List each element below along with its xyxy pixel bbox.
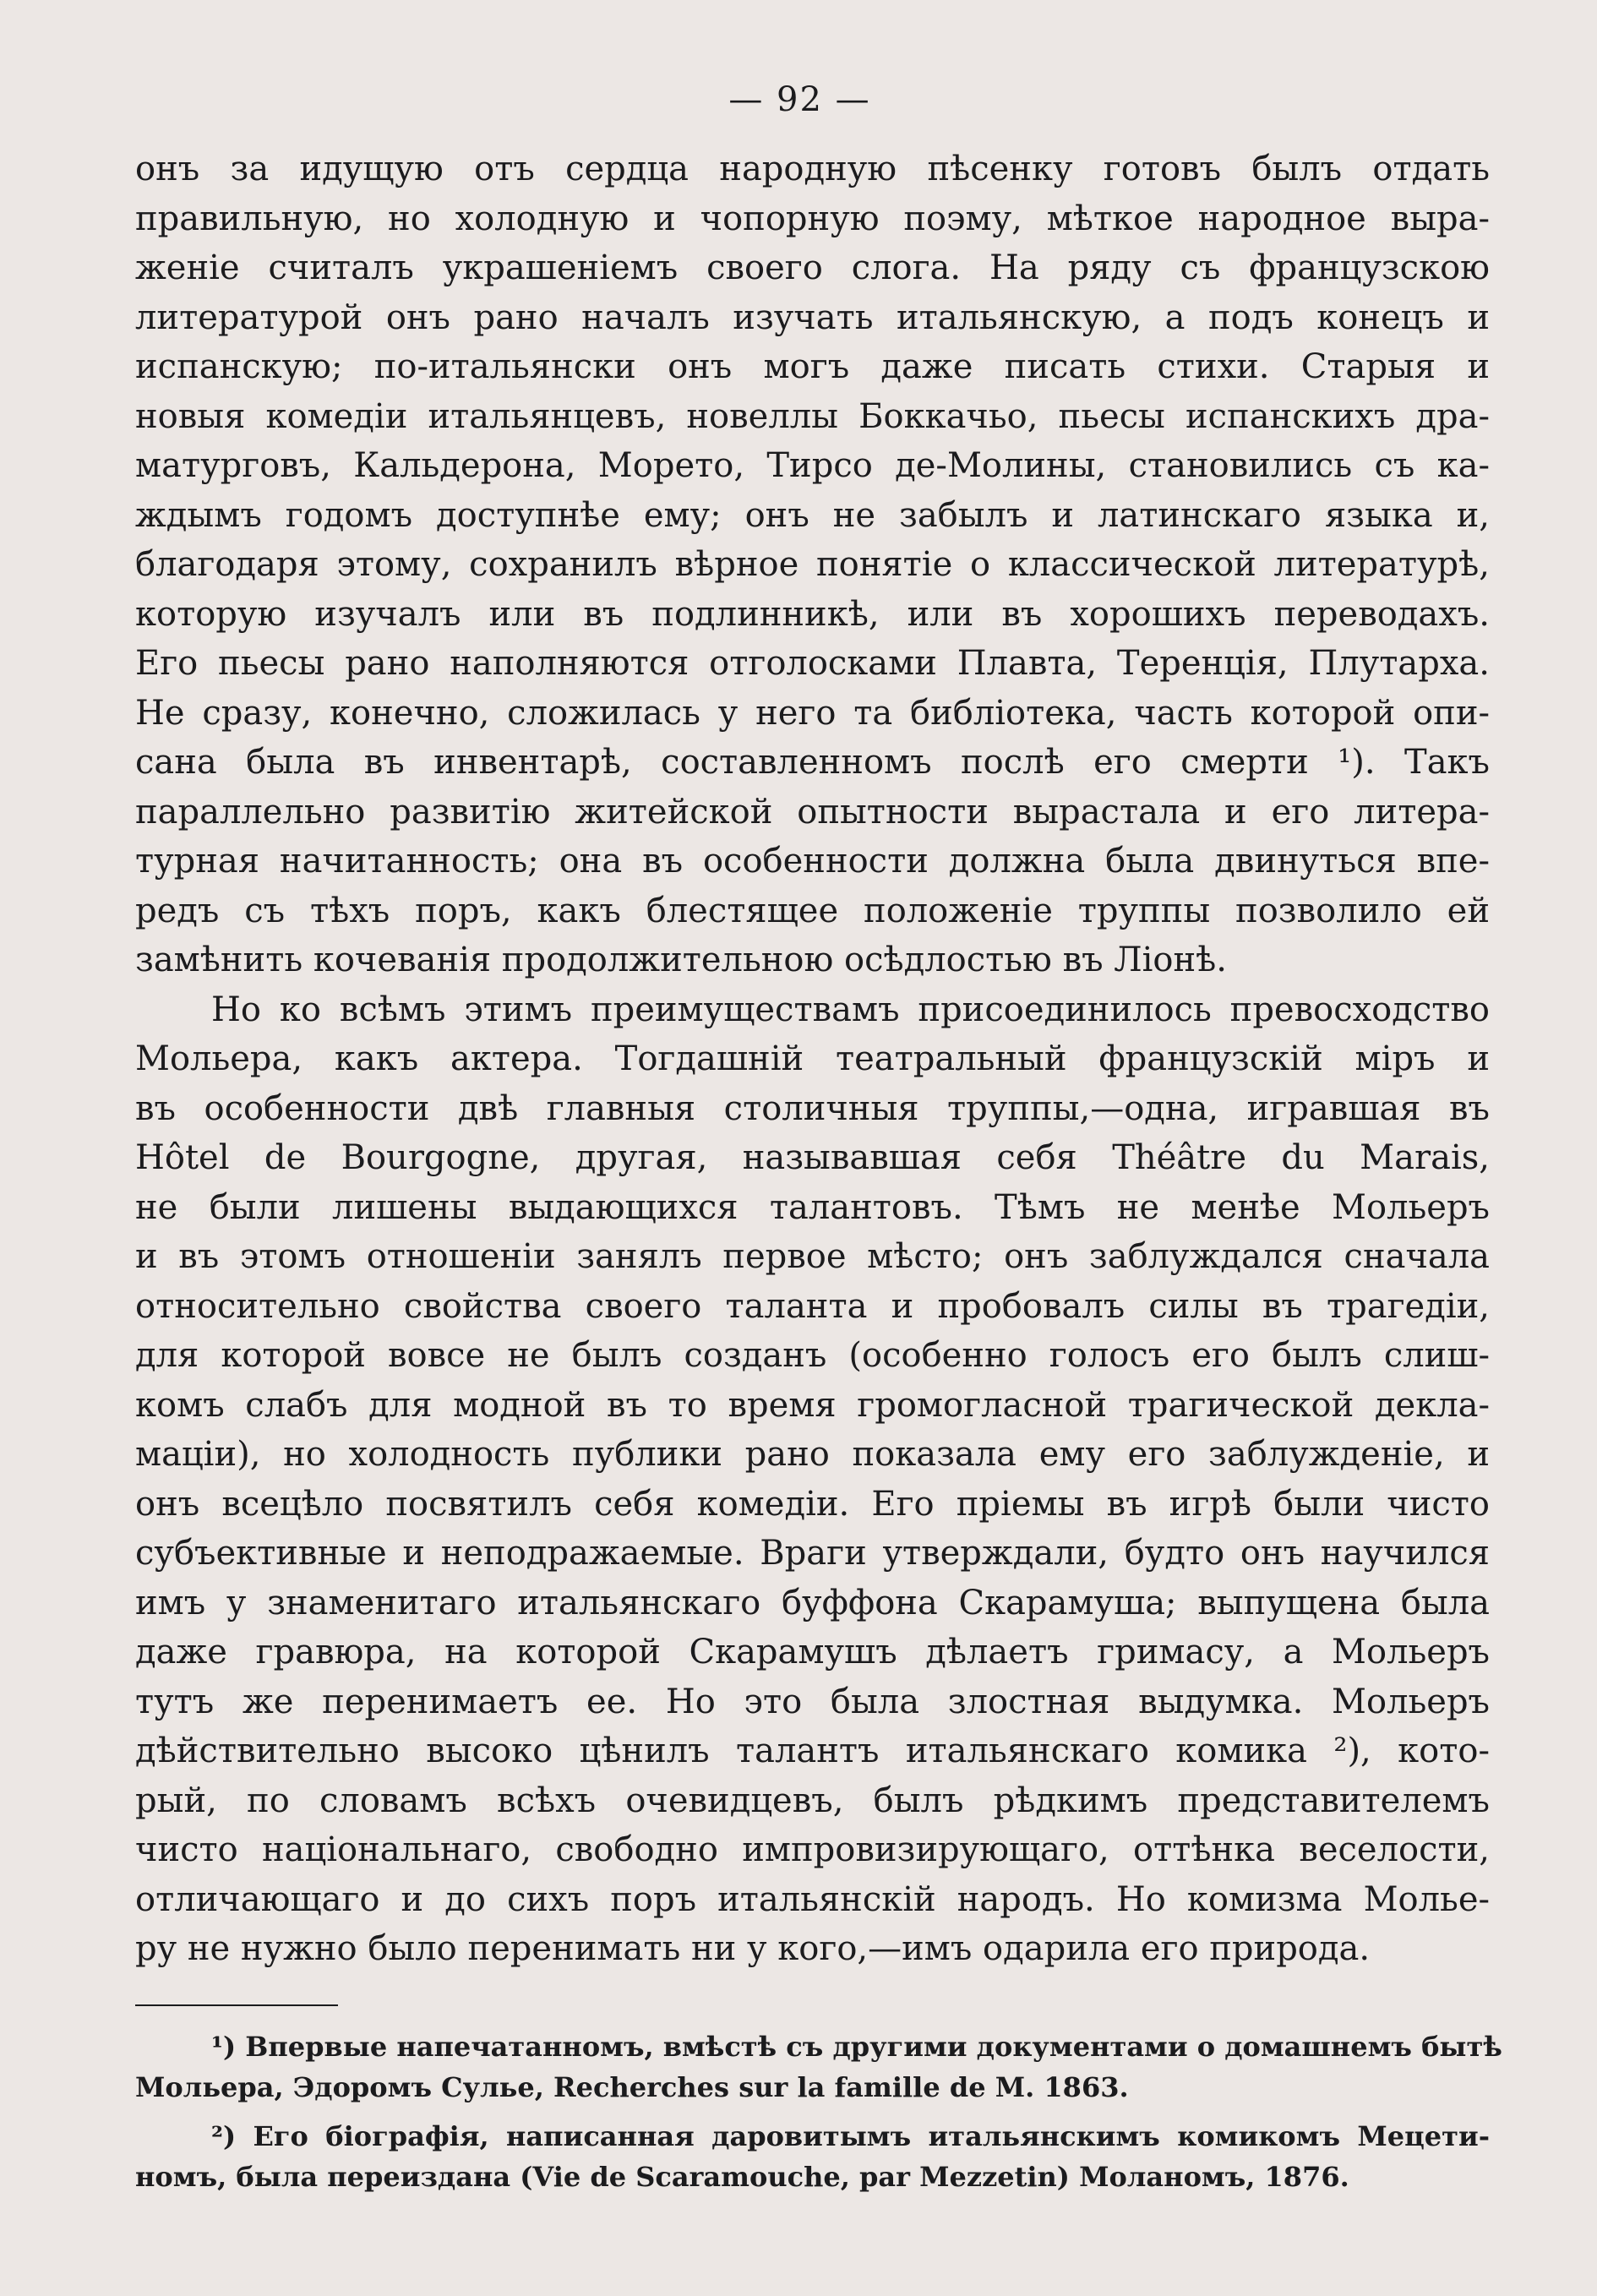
text-line: не были лишены выдающихся талантовъ. Тѣмъ не менѣе Мольеръ (135, 1187, 1490, 1227)
text-line: Hôtel de Bourgogne, другая, называвшая себя Théâtre du Marais, (135, 1138, 1490, 1177)
text-line: относительно свойства своего таланта и пробовалъ силы въ трагедіи, (135, 1286, 1490, 1326)
text-line: онъ всецѣло посвятилъ себя комедіи. Его пріемы въ игрѣ были чисто (135, 1484, 1490, 1524)
text-line: въ особенности двѣ главныя столичныя труппы,—одна, игравшая въ (135, 1088, 1490, 1128)
text-line: женіе считалъ украшеніемъ своего слога. На ряду съ французскою (135, 248, 1490, 287)
text-line: субъективные и неподражаемые. Враги утверждали, будто онъ научился (135, 1534, 1490, 1573)
text-line: комъ слабъ для модной въ то время громогласной трагической декла- (135, 1385, 1490, 1425)
text-line: имъ у знаменитаго итальянскаго буффона Скарамуша; выпущена была (135, 1583, 1490, 1622)
text-line: Не сразу, конечно, сложилась у него та библіотека, часть которой опи- (135, 693, 1490, 733)
footnotes (135, 2026, 1502, 2197)
text-line: для которой вовсе не былъ созданъ (особенно голосъ его былъ слиш- (135, 1336, 1490, 1375)
paragraph (135, 145, 1490, 985)
text-line: новыя комедіи итальянцевъ, новеллы Боккачьо, пьесы испанскихъ дра- (135, 396, 1490, 436)
text-line: матурговъ, Кальдерона, Морето, Тирсо де-Молины, становились съ ка- (135, 446, 1490, 485)
text-line: замѣнить кочеванія продолжительною осѣдлостью въ Ліонѣ. (135, 941, 1228, 979)
body-text (135, 145, 1490, 1974)
text-line: Мольера, какъ актера. Тогдашній театральный французскій міръ и (135, 1039, 1490, 1078)
footnote-line: ²) Его біографія, написанная даровитымъ итальянскимъ комикомъ Мецети- (211, 2119, 1490, 2152)
text-line: даже гравюра, на которой Скарамушъ дѣлаетъ гримасу, а Мольеръ (135, 1633, 1490, 1672)
text-line: маціи), но холодность публики рано показала ему его заблужденіе, и (135, 1435, 1490, 1474)
text-line: ждымъ годомъ доступнѣе ему; онъ не забылъ и латинскаго языка и, (135, 495, 1490, 535)
text-line: чисто національнаго, свободно импровизирующаго, оттѣнка веселости, (135, 1830, 1490, 1869)
text-line: которую изучалъ или въ подлинникѣ, или въ хорошихъ переводахъ. (135, 594, 1490, 634)
footnote-divider (135, 2004, 338, 2006)
text-line: онъ за идущую отъ сердца народную пѣсенку готовъ былъ отдать (135, 150, 1490, 188)
text-line: благодаря этому, сохранилъ вѣрное понятіе о классической литературѣ, (135, 545, 1490, 584)
text-line: сана была въ инвентарѣ, составленномъ послѣ его смерти ¹). Такъ (135, 743, 1490, 782)
text-line: ру не нужно было перенимать ни у кого,—имъ одарила его природа. (135, 1929, 1371, 1968)
text-line: редъ съ тѣхъ поръ, какъ блестящее положеніе труппы позволило ей (135, 891, 1490, 930)
text-line: испанскую; по-итальянски онъ могъ даже писать стихи. Старыя и (135, 347, 1490, 386)
text-line: параллельно развитію житейской опытности вырастала и его литера- (135, 792, 1490, 832)
footnote-line: номъ, была переиздана (Vie de Scaramouche, par Mezzetin) Моланомъ, 1876. (135, 2160, 1349, 2193)
text-line: отличающаго и до сихъ поръ итальянскій народъ. Но комизма Молье- (135, 1879, 1490, 1919)
text-line: тутъ же перенимаетъ ее. Но это была злостная выдумка. Мольеръ (135, 1682, 1490, 1721)
paragraph (135, 985, 1490, 1974)
footnote (135, 2026, 1502, 2108)
footnote (135, 2116, 1490, 2197)
text-line: турная начитанность; она въ особенности должна была двинуться впе- (135, 842, 1490, 881)
text-line: и въ этомъ отношеніи занялъ первое мѣсто; онъ заблуждался сначала (135, 1237, 1490, 1276)
page-number: — 92 — (728, 80, 871, 119)
text-line: дѣйствительно высоко цѣнилъ талантъ итальянскаго комика ²), кото- (135, 1732, 1490, 1770)
footnote-line: ¹) Впервые напечатанномъ, вмѣстѣ съ другими документами о домашнемъ бытѣ (211, 2030, 1502, 2063)
footnote-line: Мольера, Эдоромъ Сулье, Recherches sur la famille de M. 1863. (135, 2070, 1129, 2103)
text-line: рый, по словамъ всѣхъ очевидцевъ, былъ рѣдкимъ представителемъ (135, 1781, 1490, 1820)
text-line: правильную, но холодную и чопорную поэму, мѣткое народное выра- (135, 199, 1490, 238)
text-line: Его пьесы рано наполняются отголосками Плавта, Теренція, Плутарха. (135, 644, 1490, 683)
text-line: Но ко всѣмъ этимъ преимуществамъ присоединилось превосходство (211, 990, 1490, 1029)
text-line: литературой онъ рано началъ изучать итальянскую, а подъ конецъ и (135, 297, 1490, 337)
